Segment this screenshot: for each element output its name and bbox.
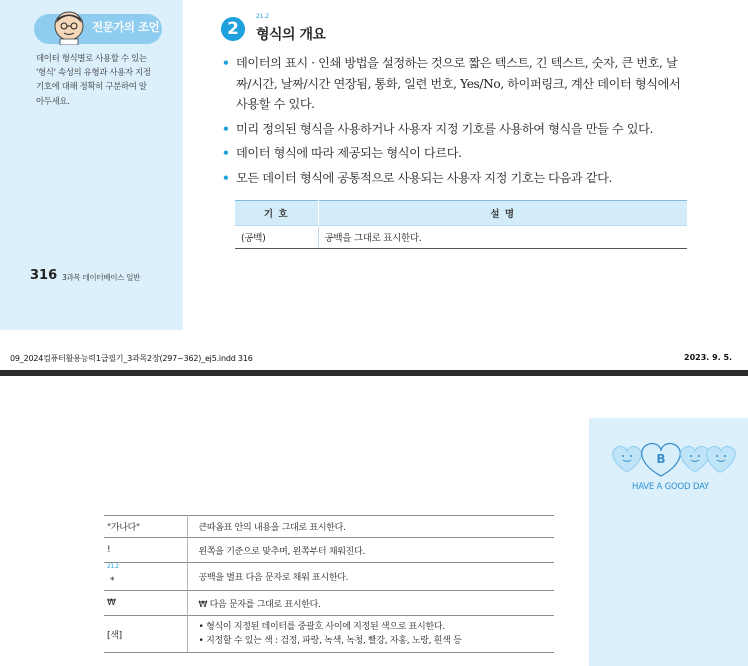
description-cell: 공백을 별표 다음 문자로 채워 표시한다. bbox=[187, 563, 554, 591]
print-footer bbox=[0, 330, 748, 374]
bullet-item: • 데이터의 표시 · 인쇄 방법을 설정하는 것으로 짧은 텍스트, 긴 텍스트, 숫자, 큰 번호, 날짜/시간, 날짜/시간 연장됨, 통화, 일련 번호, Yes/No, 하이퍼링크, 계산 데이터 형식에서 사용할 수 있다. bbox=[221, 53, 691, 115]
description-cell: 큰따옴표 안의 내용을 그대로 표시한다. bbox=[187, 516, 554, 538]
hearts-banner-icon bbox=[605, 438, 745, 480]
symbol-table bbox=[235, 200, 687, 249]
tip-line: 기호에 대해 정확히 구분하여 알 bbox=[36, 81, 147, 92]
tip-line: '형식' 속성의 유형과 사용자 지정 bbox=[36, 67, 151, 78]
section-number-badge: 2 bbox=[221, 17, 245, 41]
bullet-item: • 모든 데이터 형식에 공통적으로 사용되는 사용자 지정 기호는 다음과 같다. bbox=[221, 168, 691, 189]
symbol-table-continued bbox=[104, 515, 554, 653]
banner-text: HAVE A GOOD DAY bbox=[632, 482, 710, 492]
tip-text bbox=[36, 51, 168, 108]
symbol-cell: "가나다" bbox=[104, 516, 187, 538]
section-exam-tag: 21.2 bbox=[256, 14, 269, 20]
page-subject: 3과목 데이터베이스 일반 bbox=[62, 273, 141, 282]
description-cell: 왼쪽을 기준으로 맞추며, 왼쪽부터 채워진다. bbox=[187, 538, 554, 563]
tip-line: 아두세요. bbox=[36, 95, 70, 106]
column-header-symbol: 기 호 bbox=[235, 201, 318, 226]
symbol-text: * bbox=[110, 575, 115, 586]
description-cell bbox=[187, 616, 554, 653]
expert-avatar-icon bbox=[52, 9, 86, 45]
symbol-cell bbox=[104, 563, 187, 591]
table-row bbox=[104, 591, 554, 616]
bullet-item: • 데이터 형식에 따라 제공되는 형식이 다르다. bbox=[221, 143, 691, 164]
table-row bbox=[104, 563, 554, 591]
table-header-row bbox=[235, 201, 687, 226]
description-cell: 공백을 그대로 표시한다. bbox=[318, 226, 687, 249]
table-row bbox=[235, 226, 687, 249]
table-row bbox=[104, 616, 554, 653]
bullet-item: • 미리 정의된 형식을 사용하거나 사용자 지정 기호를 사용하여 형식을 만들 수 있다. bbox=[221, 119, 691, 140]
tip-line: 데이터 형식별로 사용할 수 있는 bbox=[36, 53, 147, 63]
tip-title: 전문가의 조언 bbox=[92, 20, 160, 34]
symbol-cell: ! bbox=[104, 538, 187, 563]
section-title: 형식의 개요 bbox=[256, 27, 326, 43]
symbol-cell: [색] bbox=[104, 616, 187, 653]
exam-tag: 21.2 bbox=[107, 564, 119, 570]
description-cell: ₩ 다음 문자를 그대로 표시한다. bbox=[187, 591, 554, 616]
page-number: 316 bbox=[30, 268, 58, 283]
top-page bbox=[0, 0, 748, 330]
footer-date: 2023. 9. 5. bbox=[684, 353, 733, 362]
sidebar-tip-panel bbox=[0, 0, 183, 330]
banner-letter: B bbox=[656, 452, 666, 466]
table-row bbox=[104, 538, 554, 563]
bullet-list bbox=[221, 53, 691, 192]
symbol-cell: (공백) bbox=[235, 226, 318, 249]
description-line: • 형식이 지정된 데이터를 중괄호 사이에 지정된 색으로 표시한다. bbox=[198, 622, 445, 632]
column-header-description: 설 명 bbox=[318, 201, 687, 226]
symbol-cell: ₩ bbox=[104, 591, 187, 616]
table-row bbox=[104, 516, 554, 538]
description-line: • 지정할 수 있는 색 : 검정, 파랑, 녹색, 녹청, 빨강, 자홍, 노랑, 흰색 등 bbox=[198, 636, 462, 646]
footer-filename: 09_2024컴퓨터활용능력1급필기_3과목2장(297~362)_ej5.indd 316 bbox=[10, 354, 253, 363]
